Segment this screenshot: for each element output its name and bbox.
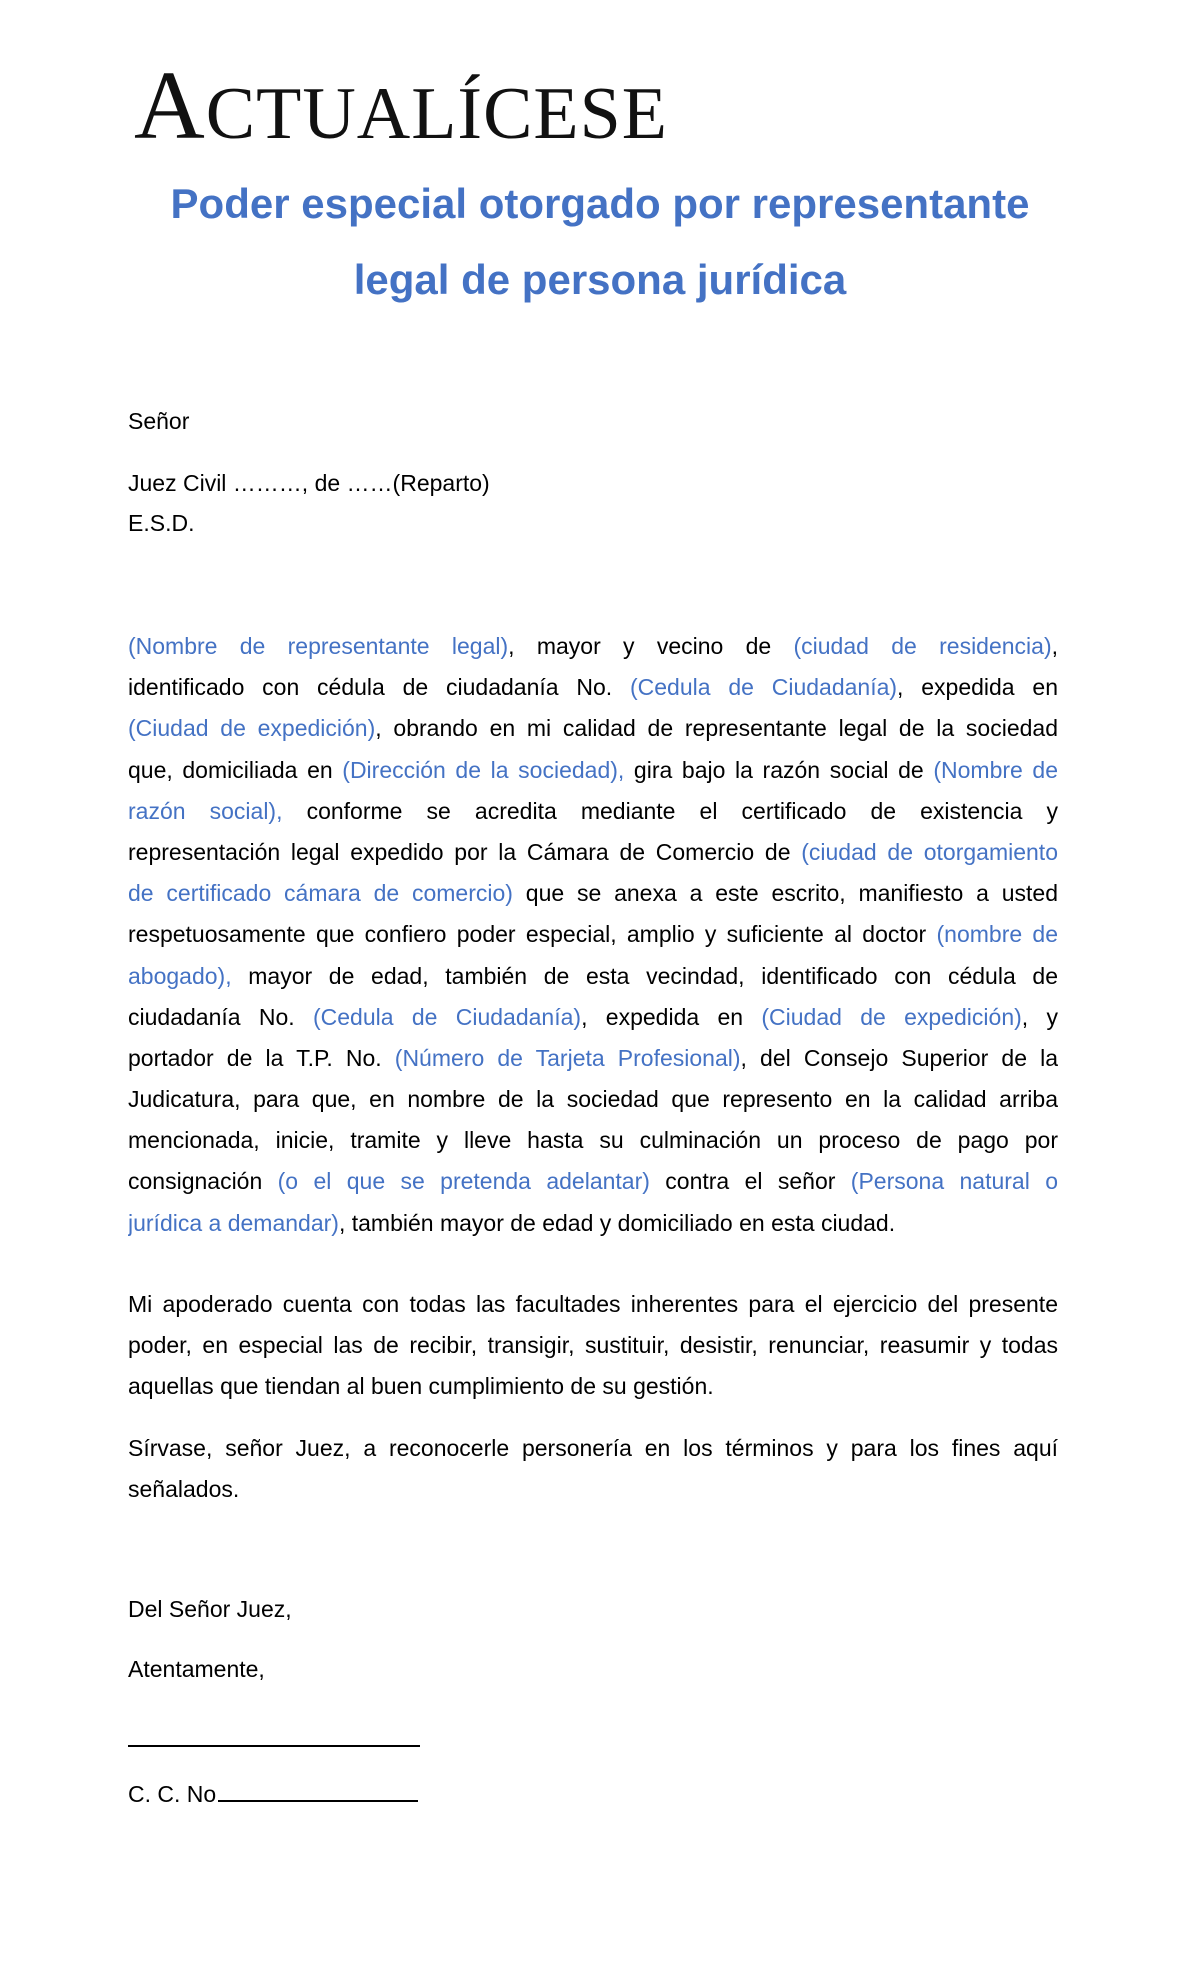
body-text: , mayor y vecino de [508,633,794,659]
body-paragraph-3 [128,1428,1058,1510]
body-text: mencionada, inicie, tramite y lleve hasta su culminación un proceso de pago por [128,1127,1058,1154]
document-title-line-1: Poder especial otorgado por representante [170,180,1030,227]
addressee-judge: Juez Civil ………, de ……(Reparto) [128,470,490,496]
placeholder-field: (Cedula de Ciudadanía) [629,674,898,701]
paragraph-3-line: señalados. [128,1476,240,1503]
body-text: representación legal expedido por la Cámara de Comercio de [128,838,802,865]
placeholder-field: jurídica a demandar) [128,1209,339,1236]
body-text: , y [1021,1003,1058,1030]
closing-regards: Atentamente, [128,1656,265,1682]
placeholder-field: (Dirección de la sociedad), [342,756,625,783]
body-text: que, domiciliada en [128,756,343,783]
body-text: que se anexa a este escrito, manifiesto a usted [512,880,1058,907]
body-text: ciudadanía No. [128,1003,313,1030]
placeholder-field: (ciudad de residencia) [793,633,1052,659]
body-text: Judicatura, para que, en nombre de la sociedad que represento en la calidad arriba [128,1086,1058,1113]
signature-line [128,1745,420,1747]
body-text: , también mayor de edad y domiciliado en esta ciudad. [338,1209,896,1236]
paragraph-2-line: aquellas que tiendan al buen cumplimiento de su gestión. [128,1373,714,1400]
paragraph-1-line [128,1203,1058,1244]
cc-number-blank [218,1778,418,1802]
addressee-esd: E.S.D. [128,510,195,536]
body-text: , obrando en mi calidad de representante legal de la sociedad [375,715,1058,742]
body-paragraph-2 [128,1284,1058,1408]
body-text: respetuosamente que confiero poder especial, amplio y suficiente al doctor [128,921,937,948]
body-text: , expedida en [897,674,1058,701]
paragraph-1-line [128,956,1058,997]
paragraph-1-line [128,626,1058,667]
body-text: gira bajo la razón social de [624,756,934,783]
placeholder-field: (Número de Tarjeta Profesional) [394,1044,741,1071]
paragraph-1-line [128,1079,1058,1120]
body-text: , [1051,633,1058,659]
paragraph-1-line [128,750,1058,791]
paragraph-1-line [128,667,1058,708]
logo-rest: CTUALÍCESE [205,73,668,155]
placeholder-field: (o el que se pretenda adelantar) [277,1168,650,1195]
closing-greeting: Del Señor Juez, [128,1596,292,1622]
placeholder-field: (Ciudad de expedición) [128,715,376,742]
placeholder-field: de certificado cámara de comercio) [128,880,513,907]
paragraph-3-line: Sírvase, señor Juez, a reconocerle personería en los términos y para los fines aquí [128,1435,1058,1461]
paragraph-1-line [128,914,1058,955]
body-text: consignación [128,1168,278,1195]
body-text: contra el señor [649,1168,851,1195]
body-text: identificado con cédula de ciudadanía No. [128,674,630,701]
paragraph-2-line: poder, en especial las de recibir, transigir, sustituir, desistir, renunciar, reasumir y todas [128,1332,1058,1359]
salutation: Señor [128,408,190,434]
placeholder-field: (ciudad de otorgamiento [801,838,1058,865]
placeholder-field: (Persona natural o [850,1168,1058,1195]
placeholder-field: razón social), [128,797,283,824]
paragraph-1-line [128,997,1058,1038]
document-title-line-2: legal de persona jurídica [353,256,847,303]
placeholder-field: (nombre de [936,921,1058,948]
paragraph-2-line: Mi apoderado cuenta con todas las facultades inherentes para el ejercicio del presente [128,1291,1058,1317]
cc-field [128,1778,418,1808]
body-text: portador de la T.P. No. [128,1044,395,1071]
paragraph-1-line [128,1120,1058,1161]
cc-label: C. C. No [128,1781,217,1807]
paragraph-1-line [128,873,1058,914]
body-text: , expedida en [581,1003,762,1030]
placeholder-field: (Ciudad de expedición) [761,1003,1022,1030]
body-text: mayor de edad, también de esta vecindad, identificado con cédula de [231,962,1058,989]
logo-first-letter: A [134,52,206,160]
logo [134,52,668,160]
paragraph-1-line [128,1161,1058,1202]
placeholder-field: (Nombre de [933,756,1058,783]
paragraph-1-line [128,791,1058,832]
body-text: conforme se acredita mediante el certificado de existencia y [282,797,1058,824]
body-text: , del Consejo Superior de la [740,1044,1058,1071]
placeholder-field: abogado), [128,962,232,989]
paragraph-1-line [128,1038,1058,1079]
placeholder-field: (Cedula de Ciudadanía) [312,1003,582,1030]
paragraph-1-line [128,708,1058,749]
body-paragraph-1 [128,626,1058,1244]
placeholder-field: (Nombre de representante legal) [128,633,509,659]
paragraph-1-line [128,832,1058,873]
